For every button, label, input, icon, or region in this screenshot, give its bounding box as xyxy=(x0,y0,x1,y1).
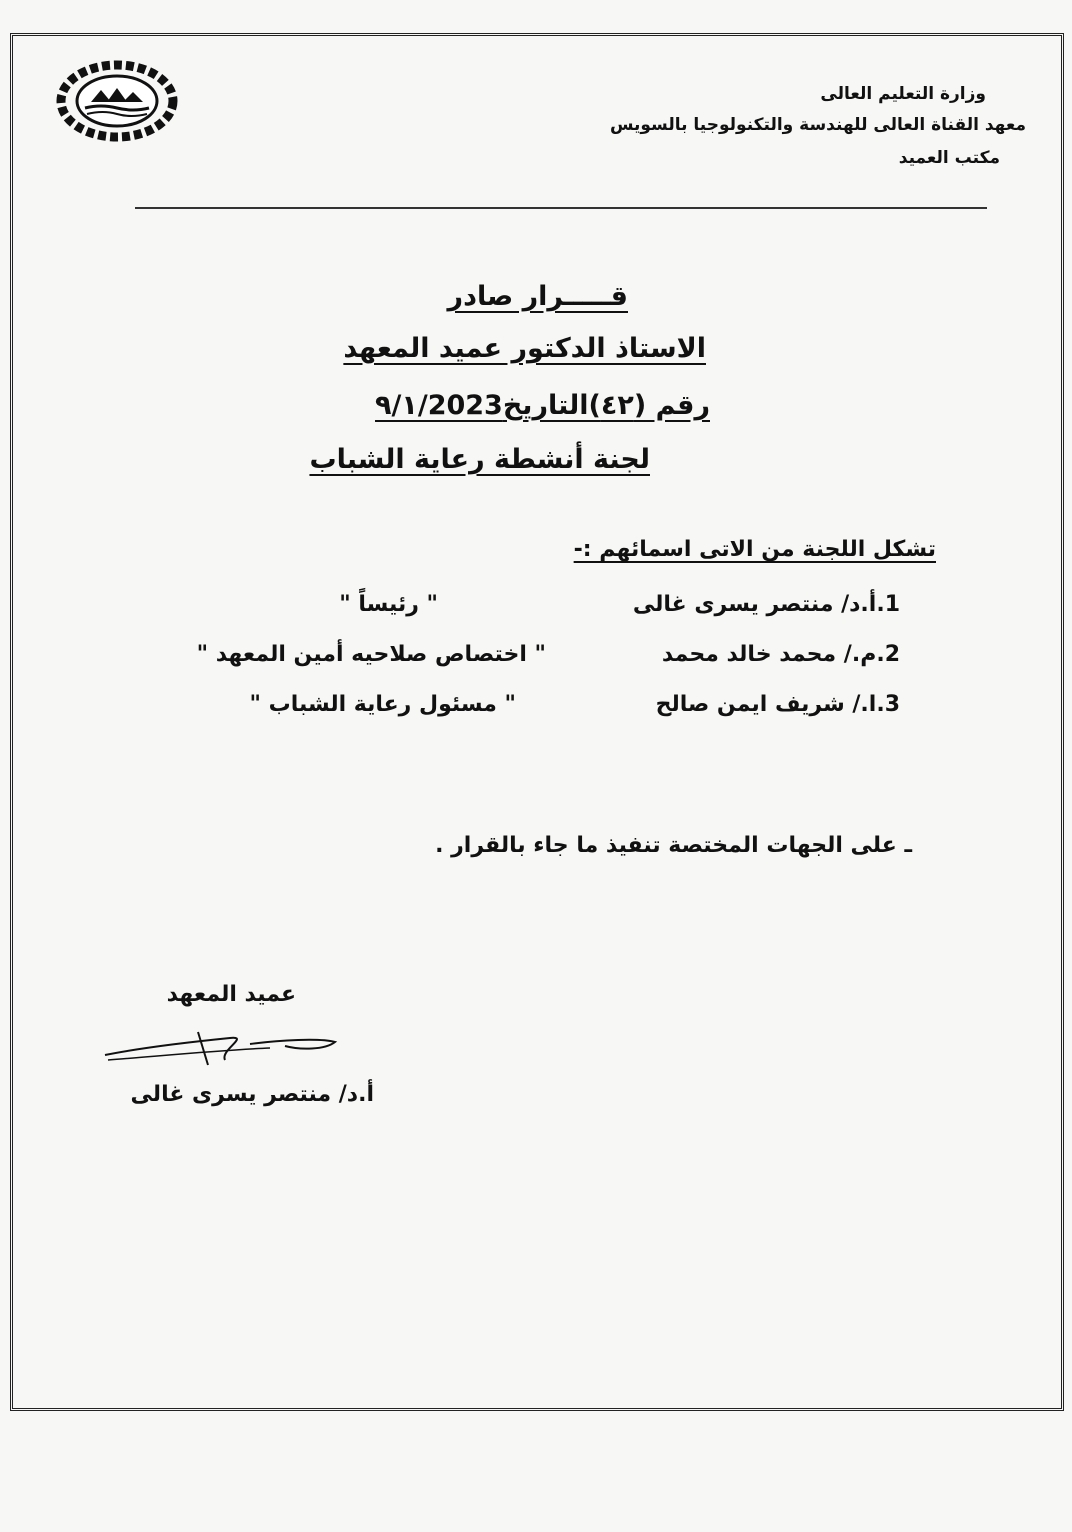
member-role: " اختصاص صلاحيه أمين المعهد " xyxy=(196,642,546,667)
handwritten-signature xyxy=(100,1020,350,1070)
member-name: 2.م./ محمد خالد محمد xyxy=(661,642,900,667)
instruction-text: ـ على الجهات المختصة تنفيذ ما جاء بالقرار . xyxy=(435,833,912,858)
member-name: 1.أ.د/ منتصر يسرى غالى xyxy=(632,592,900,617)
header-divider xyxy=(135,207,987,209)
office-name: مكتب العميد xyxy=(898,148,1000,168)
signature-title: عميد المعهد xyxy=(166,982,296,1007)
issuer-line: الاستاذ الدكتور عميد المعهد xyxy=(343,333,706,364)
member-role: " مسئول رعاية الشباب " xyxy=(249,692,516,717)
member-role: " رئيساً " xyxy=(339,592,438,617)
committee-name: لجنة أنشطة رعاية الشباب xyxy=(309,444,650,475)
committee-intro: تشكل اللجنة من الاتى اسمائهم :- xyxy=(573,537,936,562)
ministry-name: وزارة التعليم العالى xyxy=(820,84,986,104)
decision-number-date: رقم (٤٢)التاريخ٩/١/2023 xyxy=(375,390,710,421)
institute-logo xyxy=(55,60,185,142)
signatory-name: أ.د/ منتصر يسرى غالى xyxy=(130,1082,374,1107)
document-border xyxy=(10,33,1064,1411)
member-name: 3.ا./ شريف ايمن صالح xyxy=(655,692,900,717)
decision-title: قـــــرار صادر xyxy=(447,281,628,312)
institute-name: معهد القناة العالى للهندسة والتكنولوجيا بالسويس xyxy=(609,115,1026,135)
